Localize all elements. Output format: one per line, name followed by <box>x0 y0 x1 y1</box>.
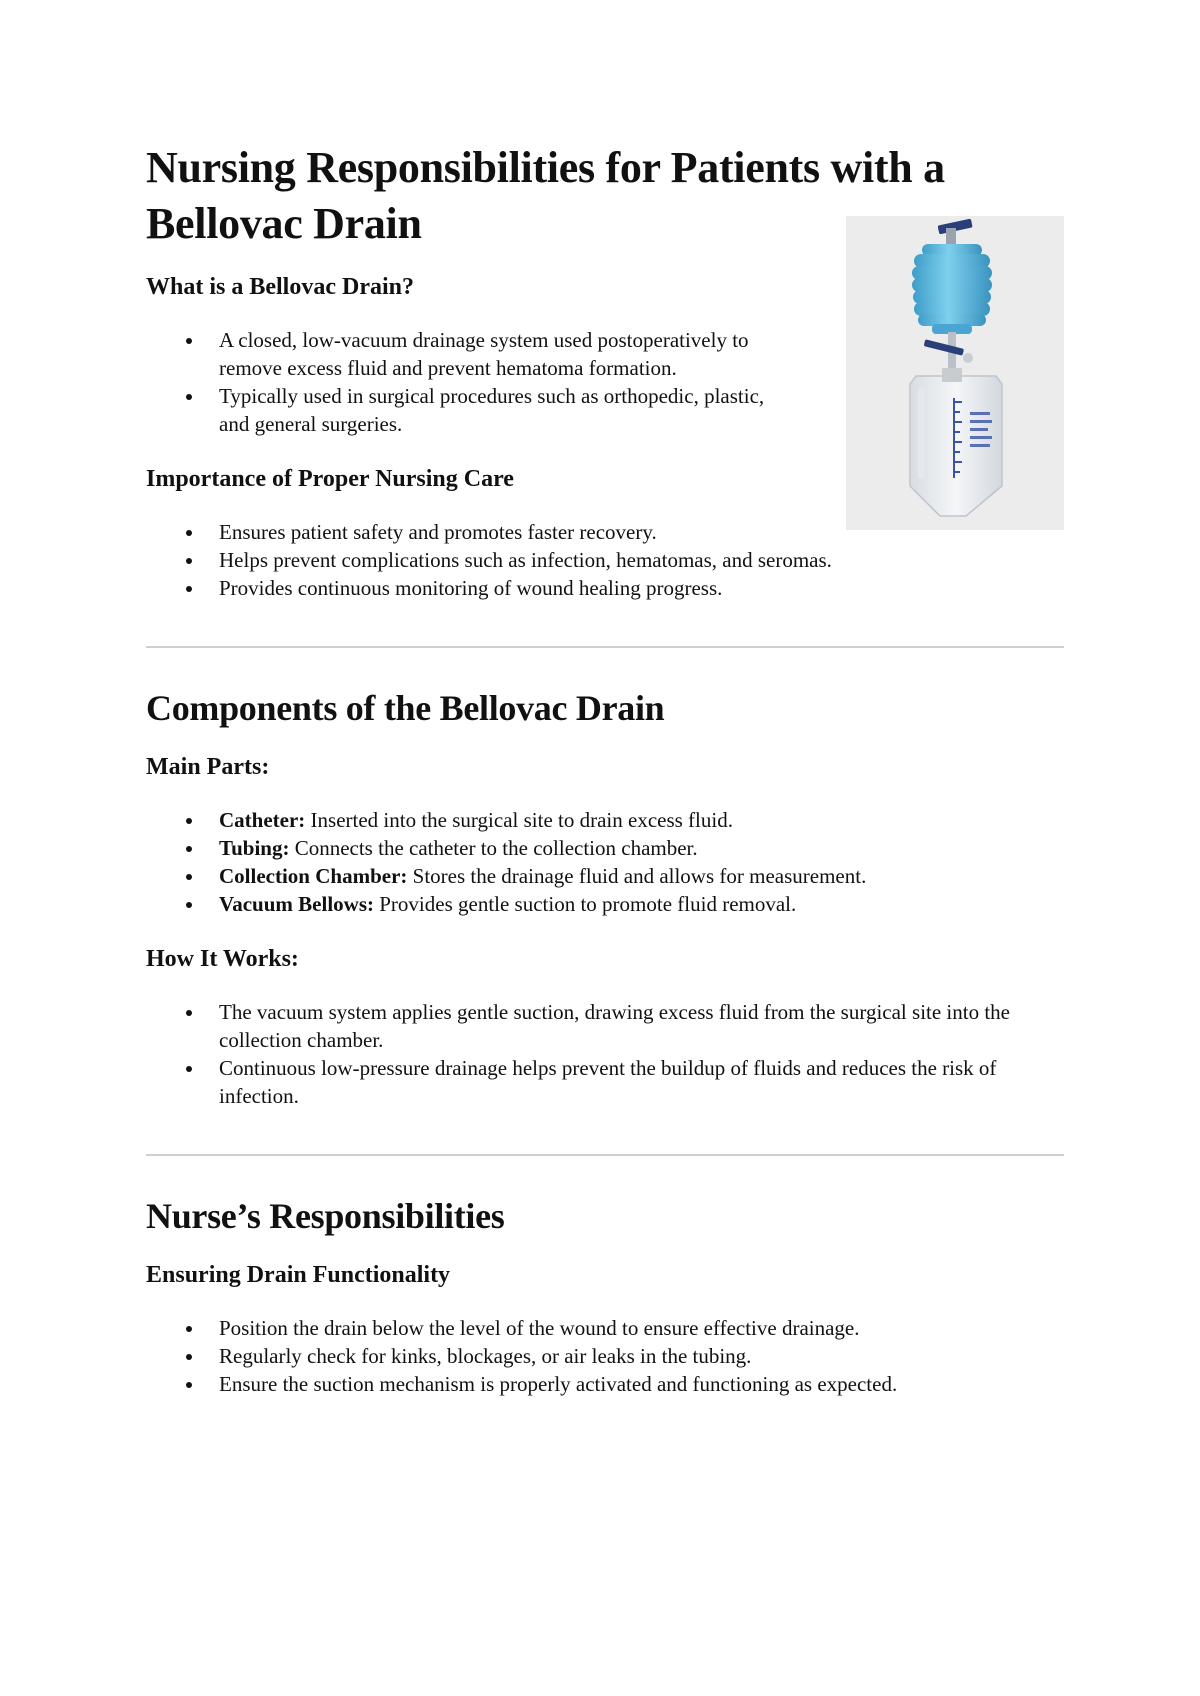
list-item <box>219 862 1064 890</box>
top-connector <box>946 228 956 246</box>
functionality-list <box>146 1314 1064 1398</box>
what-is-list <box>146 326 779 438</box>
list-item: Helps prevent complications such as infection, hematomas, and seromas. <box>219 546 1064 574</box>
list-item: Position the drain below the level of the wound to ensure effective drainage. <box>219 1314 1064 1342</box>
list-item: Continuous low-pressure drainage helps prevent the buildup of fluids and reduces the risk of infection. <box>219 1054 1064 1110</box>
list-item: Regularly check for kinks, blockages, or air leaks in the tubing. <box>219 1342 1064 1370</box>
term-label: Vacuum Bellows: <box>219 892 374 916</box>
importance-list <box>146 518 1064 602</box>
bellovac-drain-image <box>846 216 1064 530</box>
term-label: Collection Chamber: <box>219 864 408 888</box>
how-it-works-list <box>146 998 1064 1110</box>
list-item <box>219 806 1064 834</box>
tube-clamp <box>924 339 965 355</box>
valve-knob <box>963 353 973 363</box>
list-item <box>219 834 1064 862</box>
section-heading-responsibilities: Nurse’s Responsibilities <box>146 1196 505 1236</box>
list-item: Ensures patient safety and promotes faster recovery. <box>219 518 1064 546</box>
section-heading-what-is: What is a Bellovac Drain? <box>146 274 414 300</box>
term-description: Provides gentle suction to promote fluid removal. <box>374 892 797 916</box>
section-divider <box>146 1154 1064 1156</box>
main-parts-list <box>146 806 1064 918</box>
section-heading-components: Components of the Bellovac Drain <box>146 688 665 728</box>
list-item: The vacuum system applies gentle suction, drawing excess fluid from the surgical site into the collection chamber. <box>219 998 1064 1054</box>
subheading-main-parts: Main Parts: <box>146 754 270 780</box>
page-title: Nursing Responsibilities for Patients with a Bellovac Drain <box>146 143 945 248</box>
list-item <box>219 890 1064 918</box>
term-description: Stores the drainage fluid and allows for measurement. <box>407 864 867 888</box>
section-divider <box>146 646 1064 648</box>
vacuum-bellows <box>912 244 992 334</box>
term-description: Connects the catheter to the collection chamber. <box>289 836 698 860</box>
term-label: Tubing: <box>219 836 290 860</box>
bag-strip <box>918 388 924 478</box>
list-item: Typically used in surgical procedures such as orthopedic, plastic, and general surgeries. <box>219 382 779 438</box>
list-item: Provides continuous monitoring of wound healing progress. <box>219 574 1064 602</box>
section-heading-importance: Importance of Proper Nursing Care <box>146 466 514 492</box>
list-item: A closed, low-vacuum drainage system used postoperatively to remove excess fluid and prevent hematoma formation. <box>219 326 779 382</box>
subheading-how-it-works: How It Works: <box>146 946 299 972</box>
term-label: Catheter: <box>219 808 306 832</box>
bellovac-drain-illustration <box>846 216 1064 530</box>
list-item: Ensure the suction mechanism is properly activated and functioning as expected. <box>219 1370 1064 1398</box>
subheading-functionality: Ensuring Drain Functionality <box>146 1262 451 1288</box>
term-description: Inserted into the surgical site to drain excess fluid. <box>305 808 733 832</box>
chamber-neck <box>942 368 962 382</box>
